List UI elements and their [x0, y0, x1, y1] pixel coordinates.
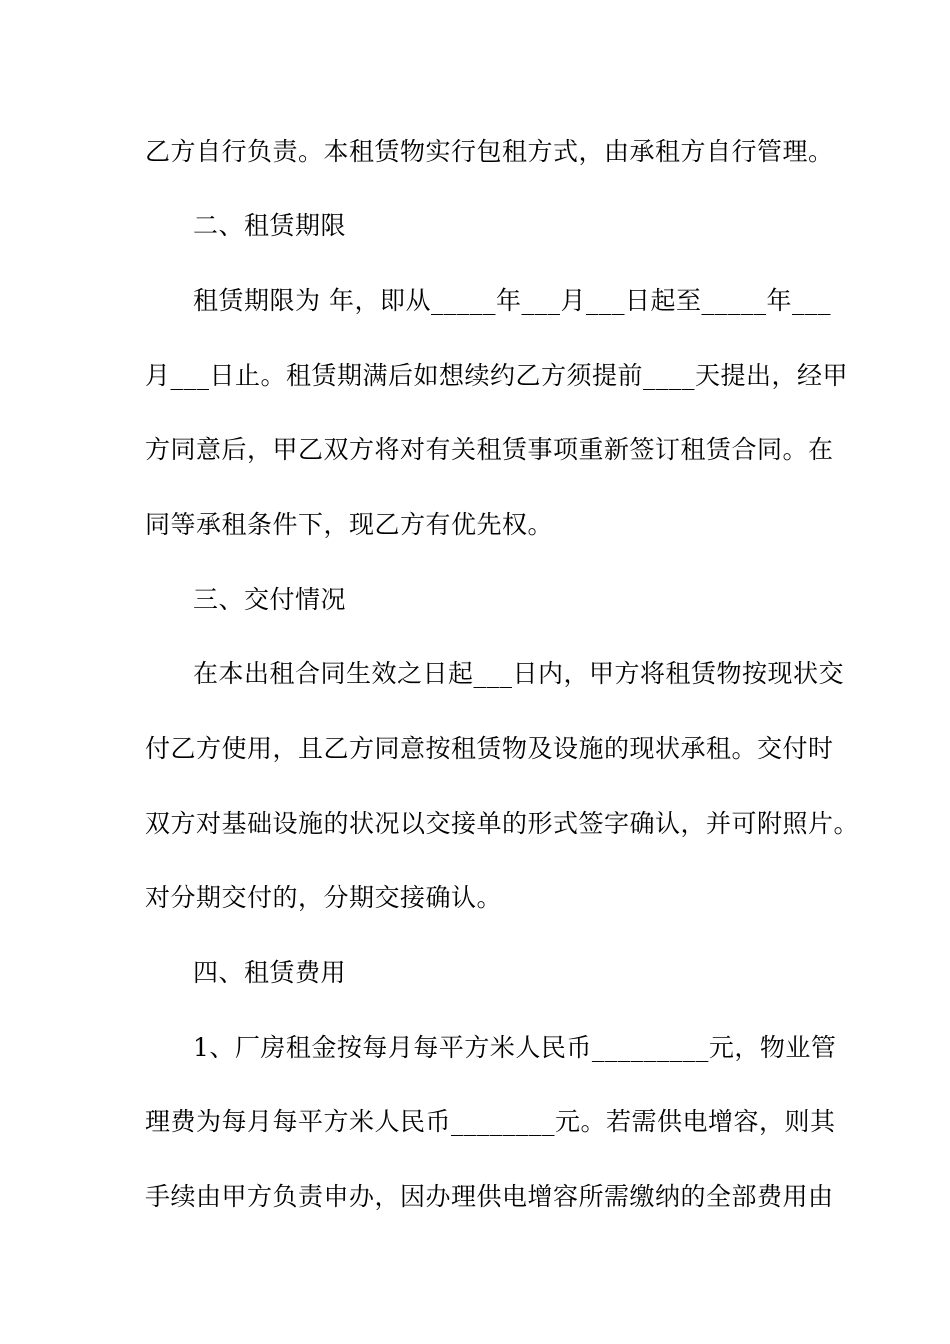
paragraph-line: 双方对基础设施的状况以交接单的形式签字确认，并可附照片。	[145, 809, 860, 838]
section-heading-lease-fees: 四、租赁费用	[193, 958, 347, 987]
paragraph-line: 租赁期限为 年，即从_____年___月___日起至_____年___	[193, 286, 831, 315]
paragraph-line: 理费为每月每平方米人民币________元。若需供电增容，则其	[145, 1107, 836, 1136]
paragraph-line: 同等承租条件下，现乙方有优先权。	[145, 510, 554, 539]
paragraph-line: 乙方自行负责。本租赁物实行包租方式，由承租方自行管理。	[145, 137, 834, 166]
paragraph-line: 付乙方使用，且乙方同意按租赁物及设施的现状承租。交付时	[145, 734, 834, 763]
paragraph-line: 月___日止。租赁期满后如想续约乙方须提前____天提出，经甲	[145, 361, 849, 390]
section-heading-delivery: 三、交付情况	[193, 585, 347, 614]
paragraph-line: 1、厂房租金按每月每平方米人民币_________元，物业管	[193, 1033, 837, 1062]
paragraph-line: 在本出租合同生效之日起___日内，甲方将租赁物按现状交	[193, 659, 845, 688]
paragraph-line: 对分期交付的，分期交接确认。	[145, 883, 503, 912]
section-heading-lease-term: 二、租赁期限	[193, 211, 347, 240]
paragraph-line: 手续由甲方负责申办，因办理供电增容所需缴纳的全部费用由	[145, 1182, 834, 1211]
paragraph-line: 方同意后，甲乙双方将对有关租赁事项重新签订租赁合同。在	[145, 435, 834, 464]
